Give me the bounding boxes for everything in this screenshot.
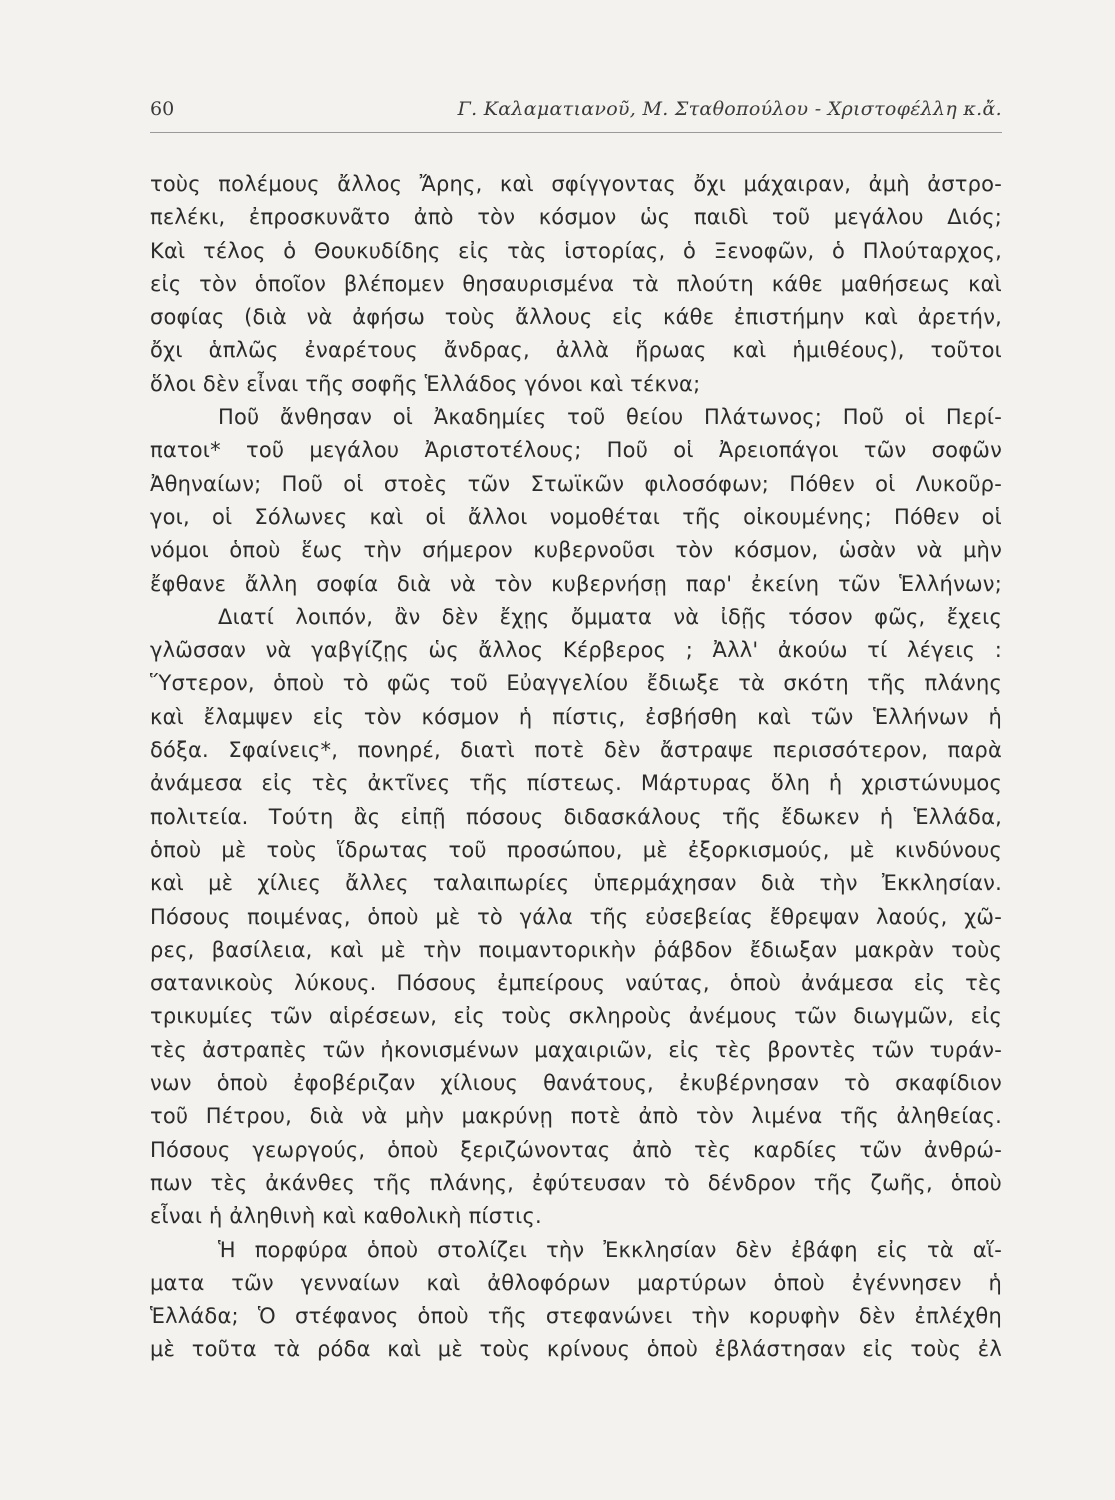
text-line: μὲ τοῦτα τὰ ρόδα καὶ μὲ τοὺς κρίνους ὁποὺ ἐβλάστησαν εἰς τοὺς ἐλ xyxy=(150,1337,1002,1362)
text-line: ἀνάμεσα εἰς τὲς ἀκτῖνες τῆς πίστεως. Μάρτυρας ὅλη ἡ χριστώνυμος xyxy=(150,771,1002,796)
text-line: ρες, βασίλεια, καὶ μὲ τὴν ποιμαντορικὴν ῥάβδον ἔδιωξαν μακρὰν τοὺς xyxy=(150,937,1002,962)
text-line: γοι, οἱ Σόλωνες καὶ οἱ ἄλλοι νομοθέται τῆς οἰκουμένης; Πόθεν οἱ xyxy=(150,504,1002,529)
text-line: Πόσους γεωργούς, ὁποὺ ξεριζώνοντας ἀπὸ τὲς καρδίες τῶν ἀνθρώ- xyxy=(150,1137,1002,1162)
text-line: τὲς ἀστραπὲς τῶν ἠκονισμένων μαχαιριῶν, εἰς τὲς βροντὲς τῶν τυράν- xyxy=(150,1037,1002,1062)
text-line: σατανικοὺς λύκους. Πόσους ἐμπείρους ναύτας, ὁποὺ ἀνάμεσα εἰς τὲς xyxy=(150,971,1002,996)
text-line: καὶ ἔλαμψεν εἰς τὸν κόσμον ἡ πίστις, ἐσβήσθη καὶ τῶν Ἑλλήνων ἡ xyxy=(150,704,1002,729)
text-line: ὅλοι δὲν εἶναι τῆς σοφῆς Ἑλλάδος γόνοι καὶ τέκνα; xyxy=(150,371,701,396)
text-line: πων τὲς ἀκάνθες τῆς πλάνης, ἐφύτευσαν τὸ δένδρον τῆς ζωῆς, ὁποὺ xyxy=(150,1170,1002,1195)
text-line: καὶ μὲ χίλιες ἄλλες ταλαιπωρίες ὑπερμάχησαν διὰ τὴν Ἐκκλησίαν. xyxy=(150,871,1002,896)
text-line: δόξα. Σφαίνεις*, πονηρέ, διατὶ ποτὲ δὲν ἄστραψε περισσότερον, παρὰ xyxy=(150,738,1002,763)
text-line: τοῦ Πέτρου, διὰ νὰ μὴν μακρύνῃ ποτὲ ἀπὸ τὸν λιμένα τῆς ἀληθείας. xyxy=(150,1104,1002,1129)
text-line: γλῶσσαν νὰ γαβγίζῃς ὡς ἄλλος Κέρβερος ; Ἀλλ' ἀκούω τί λέγεις : xyxy=(150,638,1002,663)
page-header xyxy=(150,96,1002,128)
text-line: πελέκι, ἐπροσκυνᾶτο ἀπὸ τὸν κόσμον ὡς παιδὶ τοῦ μεγάλου Διός; xyxy=(150,205,1002,230)
text-line: εἶναι ἡ ἀληθινὴ καὶ καθολικὴ πίστις. xyxy=(150,1204,542,1229)
text-line: Ὕστερον, ὁποὺ τὸ φῶς τοῦ Εὐαγγελίου ἔδιωξε τὰ σκότη τῆς πλάνης xyxy=(150,671,1002,696)
text-line: νόμοι ὁποὺ ἕως τὴν σήμερον κυβερνοῦσι τὸν κόσμον, ὡσὰν νὰ μὴν xyxy=(150,538,1002,563)
text-line: τρικυμίες τῶν αἱρέσεων, εἰς τοὺς σκληροὺς ἀνέμους τῶν διωγμῶν, εἰς xyxy=(150,1004,1002,1029)
text-line: ὁποὺ μὲ τοὺς ἵδρωτας τοῦ προσώπου, μὲ ἐξορκισμούς, μὲ κινδύνους xyxy=(150,837,1002,862)
text-line: τοὺς πολέμους ἄλλος Ἄρης, καὶ σφίγγοντας ὄχι μάχαιραν, ἀμὴ ἀστρο- xyxy=(150,172,1002,196)
text-line: ματα τῶν γενναίων καὶ ἀθλοφόρων μαρτύρων ὁποὺ ἐγέννησεν ἡ xyxy=(150,1270,1002,1295)
page-number: 60 xyxy=(150,98,175,120)
body-text xyxy=(150,168,1002,1367)
text-line: Διατί λοιπόν, ἂν δὲν ἔχῃς ὄμματα νὰ ἰδῇς τόσον φῶς, ἔχεις xyxy=(218,604,1002,629)
text-line: Ἡ πορφύρα ὁποὺ στολίζει τὴν Ἐκκλησίαν δὲν ἐβάφη εἰς τὰ αἵ- xyxy=(218,1237,1002,1262)
header-rule xyxy=(150,132,1002,133)
text-line: πολιτεία. Τούτη ἂς εἰπῇ πόσους διδασκάλους τῆς ἔδωκεν ἡ Ἑλλάδα, xyxy=(150,804,1002,829)
text-line: ὄχι ἁπλῶς ἐναρέτους ἄνδρας, ἀλλὰ ἥρωας καὶ ἡμιθέους), τοῦτοι xyxy=(150,338,1002,363)
text-line: σοφίας (διὰ νὰ ἀφήσω τοὺς ἄλλους εἰς κάθε ἐπιστήμην καὶ ἀρετήν, xyxy=(150,305,1002,330)
text-line: Καὶ τέλος ὁ Θουκυδίδης εἰς τὰς ἱστορίας, ὁ Ξενοφῶν, ὁ Πλούταρχος, xyxy=(150,238,1002,263)
text-line: νων ὁποὺ ἐφοβέριζαν χίλιους θανάτους, ἐκυβέρνησαν τὸ σκαφίδιον xyxy=(150,1071,1002,1096)
text-line: πατοι* τοῦ μεγάλου Ἀριστοτέλους; Ποῦ οἱ Ἀρειοπάγοι τῶν σοφῶν xyxy=(150,438,1002,463)
text-line: Ἀθηναίων; Ποῦ οἱ στοὲς τῶν Στωϊκῶν φιλοσόφων; Πόθεν οἱ Λυκοῦρ- xyxy=(150,471,1002,496)
text-line: εἰς τὸν ὁποῖον βλέπομεν θησαυρισμένα τὰ πλούτη κάθε μαθήσεως καὶ xyxy=(150,271,1002,296)
running-head: Γ. Καλαματιανοῦ, Μ. Σταθοπούλου - Χριστοφέλλη κ.ἄ. xyxy=(457,98,1002,120)
text-line: ἔφθανε ἄλλη σοφία διὰ νὰ τὸν κυβερνήσῃ παρ' ἐκείνη τῶν Ἑλλήνων; xyxy=(150,571,1002,596)
text-line: Ἑλλάδα; Ὁ στέφανος ὁποὺ τῆς στεφανώνει τὴν κορυφὴν δὲν ἐπλέχθη xyxy=(150,1304,1002,1329)
text-line: Πόσους ποιμένας, ὁποὺ μὲ τὸ γάλα τῆς εὐσεβείας ἔθρεψαν λαούς, χῶ- xyxy=(150,904,1002,929)
text-line: Ποῦ ἄνθησαν οἱ Ἀκαδημίες τοῦ θείου Πλάτωνος; Ποῦ οἱ Περί- xyxy=(218,405,1002,430)
